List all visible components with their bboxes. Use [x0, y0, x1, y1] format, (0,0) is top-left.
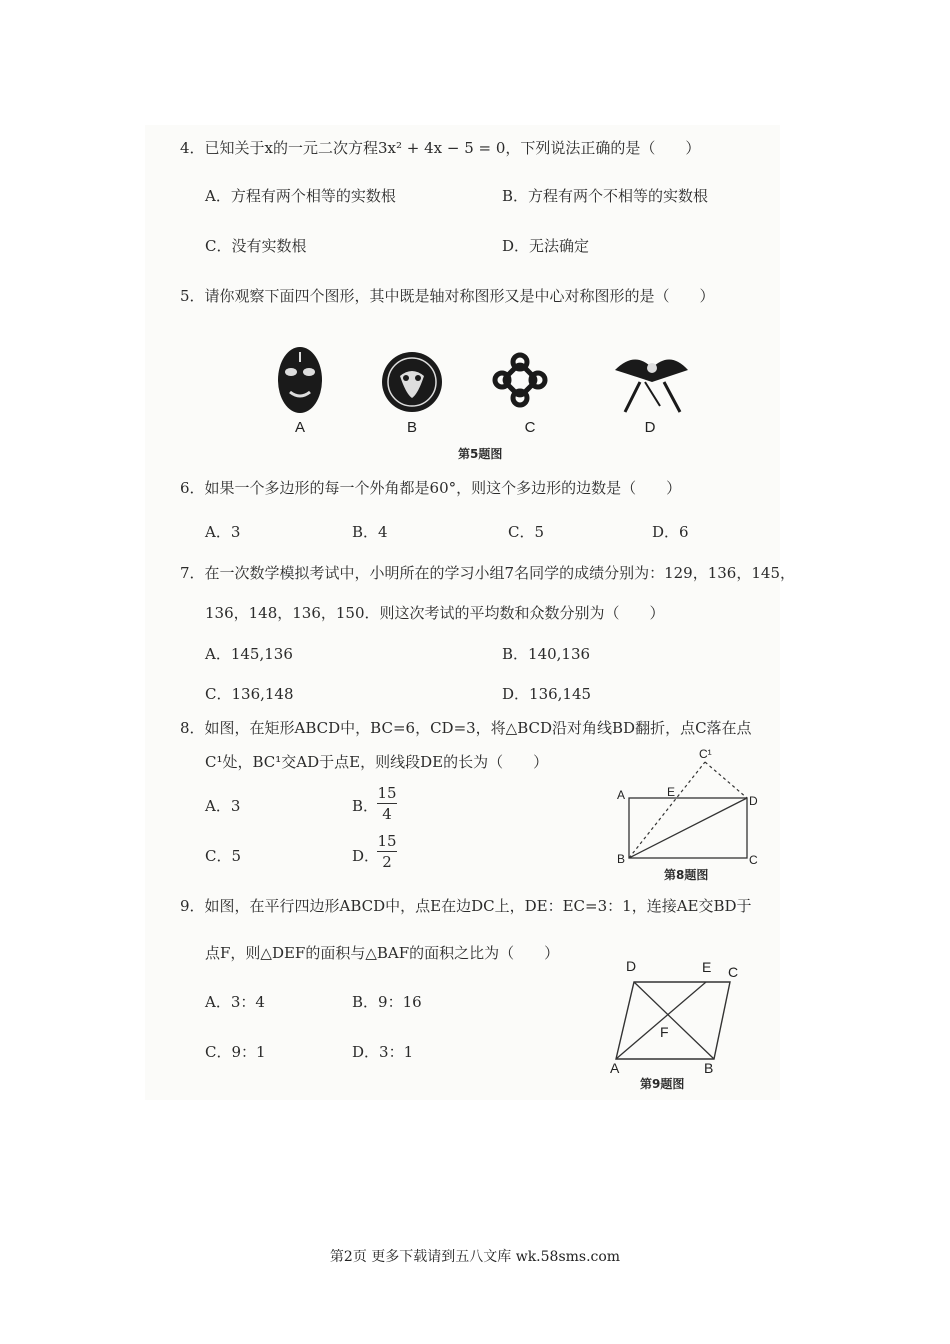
q8-option-b-denominator: 4	[382, 805, 392, 823]
q6-option-d: D．6	[652, 523, 689, 541]
q9-stem-line1: 9．如图，在平行四边形ABCD中，点E在边DC上，DE：EC=3：1，连接AE交BD于	[180, 897, 752, 915]
q5-figure-b	[382, 352, 442, 412]
q5-label-c: C	[524, 419, 536, 436]
q9-point-e: E	[702, 959, 712, 975]
q5-label-b: B	[406, 419, 418, 436]
q9-point-c: C	[728, 964, 739, 980]
q6-option-c: C．5	[508, 523, 545, 541]
q7-option-b: B．140,136	[502, 645, 591, 663]
q8-point-b: B	[617, 852, 626, 866]
q9-figure	[600, 955, 750, 1075]
q5-figure-d	[615, 359, 688, 412]
q5-figure-a	[278, 347, 322, 413]
q8-point-d: D	[749, 794, 758, 808]
q4-stem: 4．已知关于x的一元二次方程3x² + 4x − 5 = 0，下列说法正确的是（ ）	[180, 139, 701, 157]
q8-point-c1: C¹	[699, 747, 712, 761]
q6-option-a: A．3	[205, 523, 241, 541]
q4-option-d: D．无法确定	[502, 237, 590, 255]
q8-fold-c1d	[705, 762, 747, 798]
q8-stem-line1: 8．如图，在矩形ABCD中，BC=6，CD=3，将△BCD沿对角线BD翻折，点C落在点	[180, 719, 752, 737]
q9-option-c: C．9：1	[205, 1043, 266, 1061]
q8-option-d-numerator: 15	[377, 832, 397, 850]
q9-parallelogram	[616, 982, 730, 1059]
q7-option-d: D．136,145	[502, 685, 592, 703]
q8-point-e: E	[667, 785, 676, 799]
q9-point-a: A	[610, 1060, 620, 1075]
q8-option-d-denominator: 2	[382, 853, 392, 871]
q9-point-d: D	[626, 958, 637, 974]
q5-label-d: D	[644, 419, 656, 436]
q8-option-a: A．3	[205, 797, 241, 815]
q5-stem: 5．请你观察下面四个图形，其中既是轴对称图形又是中心对称图形的是（ ）	[180, 287, 715, 305]
q9-caption: 第9题图	[640, 1077, 685, 1091]
q8-option-b-numerator: 15	[377, 784, 397, 802]
q5-caption: 第5题图	[458, 447, 503, 461]
q8-point-a: A	[617, 788, 626, 802]
q6-option-b: B．4	[352, 523, 388, 541]
q9-stem-line2: 点F，则△DEF的面积与△BAF的面积之比为（ ）	[205, 944, 560, 962]
q9-option-a: A．3：4	[205, 993, 265, 1011]
q8-option-d-label: D．	[352, 847, 380, 865]
q7-option-c: C．136,148	[205, 685, 294, 703]
q9-segment-ae	[616, 982, 706, 1059]
q9-option-d: D．3：1	[352, 1043, 414, 1061]
q7-stem-line1: 7．在一次数学模拟考试中，小明所在的学习小组7名同学的成绩分别为：129，136，145，	[180, 564, 795, 582]
q8-option-d-fraction	[377, 832, 397, 871]
q5-figures	[260, 340, 700, 450]
q9-point-b: B	[704, 1060, 714, 1075]
q9-option-b: B．9：16	[352, 993, 422, 1011]
q8-diagonal-bd	[629, 798, 747, 858]
q8-fold-bc1	[629, 762, 705, 858]
q7-stem-line2: 136，148，136，150．则这次考试的平均数和众数分别为（ ）	[205, 604, 665, 622]
q6-stem: 6．如果一个多边形的每一个外角都是60°，则这个多边形的边数是（ ）	[180, 479, 682, 497]
q8-option-b-label: B．	[352, 797, 379, 815]
q4-option-b: B．方程有两个不相等的实数根	[502, 187, 709, 205]
q8-point-c: C	[749, 853, 758, 867]
q5-label-a: A	[294, 419, 306, 436]
q8-figure	[605, 742, 775, 877]
q8-stem-line2: C¹处，BC¹交AD于点E，则线段DE的长为（ ）	[205, 753, 549, 771]
q7-option-a: A．145,136	[205, 645, 293, 663]
q4-option-a: A．方程有两个相等的实数根	[205, 187, 396, 205]
q8-option-b-fraction	[377, 784, 397, 823]
q8-caption: 第8题图	[664, 868, 709, 882]
q9-point-f: F	[660, 1024, 669, 1040]
q8-option-c: C．5	[205, 847, 242, 865]
q9-diagonal-db	[634, 982, 714, 1059]
q4-option-c: C．没有实数根	[205, 237, 307, 255]
page-footer: 第2页 更多下载请到五八文库 wk.58sms.com	[329, 1249, 621, 1265]
q5-figure-c	[495, 355, 545, 405]
